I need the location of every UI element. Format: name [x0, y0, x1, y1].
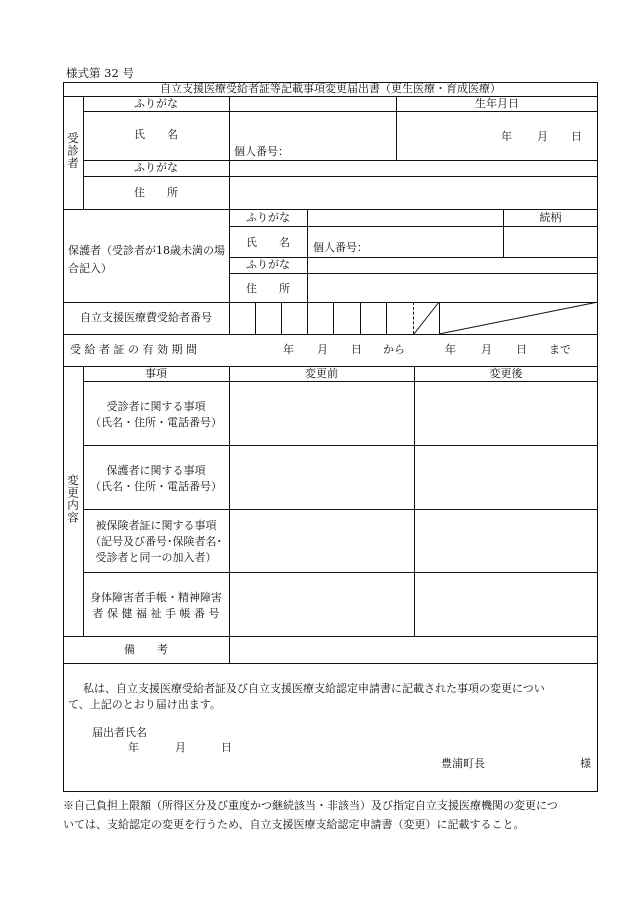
changes-col-after: 変更後 — [489, 367, 523, 380]
change-row-insurance — [83, 518, 229, 566]
mayor-label: 豊浦町長 — [441, 757, 485, 770]
changes-col-before: 変更前 — [305, 367, 338, 380]
footnote-line2: いては、支給認定の変更を行うため、自立支援医療支給認定申請書（変更）に記載すること。 — [63, 818, 525, 831]
change-row-line: （氏名・住所・電話番号） — [90, 416, 222, 429]
dob-year: 年 — [501, 130, 512, 143]
change-row-line: 者 保 健 福 祉 手 帳 番 号 — [92, 607, 220, 620]
dob-day: 日 — [571, 130, 582, 143]
patient-furigana2-label: ふりがな — [134, 161, 178, 174]
change-row-guardian — [83, 463, 229, 495]
declaration-line2: て、上記のとおり届け出ます。 — [68, 698, 221, 711]
change-row-line: （氏名・住所・電話番号） — [90, 480, 222, 493]
changes-section-label: 変更内容 — [66, 474, 80, 524]
declaration-year: 年 — [128, 741, 139, 754]
change-row-line: 受診者に関する事項 — [106, 400, 206, 413]
patient-name-label: 氏 名 — [134, 128, 178, 141]
guardian-furigana2-label: ふりがな — [246, 258, 290, 271]
footnote-line1: ※自己負担上限額（所得区分及び重度かつ継続該当・非該当）及び指定自立支援医療機関の変更につ — [63, 799, 558, 812]
remarks-label: 備 考 — [124, 643, 168, 656]
patient-address-label: 住 所 — [134, 186, 178, 199]
validity-day1: 日 — [351, 343, 362, 356]
declaration-line1: 私は、自立支援医療受給者証及び自立支援医療支給認定申請書に記載された事項の変更につい — [83, 682, 545, 695]
guardian-section-label: 保護者（受診者が18歳未満の場合記入） — [68, 244, 225, 275]
dob-month: 月 — [537, 130, 548, 143]
guardian-my-number-label: 個人番号： — [313, 241, 368, 254]
applicant-name-label: 届出者氏名 — [92, 726, 147, 739]
change-row-line: 被保険者証に関する事項 — [95, 519, 217, 532]
change-row-line: 身体障害者手帳・精神障害 — [90, 591, 222, 604]
patient-section-label: 受診者 — [66, 132, 80, 170]
validity-day2: 日 — [516, 343, 527, 356]
change-row-line: 保護者に関する事項 — [106, 464, 206, 477]
patient-dob-label: 生年月日 — [475, 97, 519, 110]
patient-my-number-label: 個人番号： — [234, 145, 289, 158]
guardian-address-label: 住 所 — [246, 282, 290, 295]
changes-col-item: 事項 — [145, 367, 167, 380]
recipient-number-label: 自立支援医療費受給者番号 — [80, 311, 212, 324]
form-title: 自立支援医療受給者証等記載事項変更届出書（更生医療・育成医療） — [160, 82, 501, 95]
change-row-handbook — [83, 590, 229, 622]
validity-year2: 年 — [445, 343, 456, 356]
change-row-line: 受診者と同一の加入者） — [95, 551, 217, 564]
validity-month2: 月 — [481, 343, 492, 356]
honorific: 様 — [580, 757, 591, 770]
validity-from: から — [383, 343, 405, 356]
guardian-name-label: 氏 名 — [246, 236, 290, 249]
guardian-relation-label: 続柄 — [539, 211, 562, 224]
patient-furigana-label: ふりがな — [134, 97, 178, 110]
validity-label: 受 給 者 証 の 有 効 期 間 — [70, 343, 197, 356]
validity-month1: 月 — [317, 343, 328, 356]
footnote — [63, 796, 603, 834]
validity-year1: 年 — [283, 343, 294, 356]
validity-until: まで — [549, 343, 571, 356]
change-row-patient — [83, 399, 229, 431]
declaration-day: 日 — [221, 741, 232, 754]
form-number: 様式第 32 号 — [66, 66, 134, 80]
declaration-month: 月 — [175, 741, 186, 754]
change-row-line: （記号及び番号･保険者名･ — [90, 535, 222, 548]
guardian-furigana-label: ふりがな — [246, 211, 290, 224]
